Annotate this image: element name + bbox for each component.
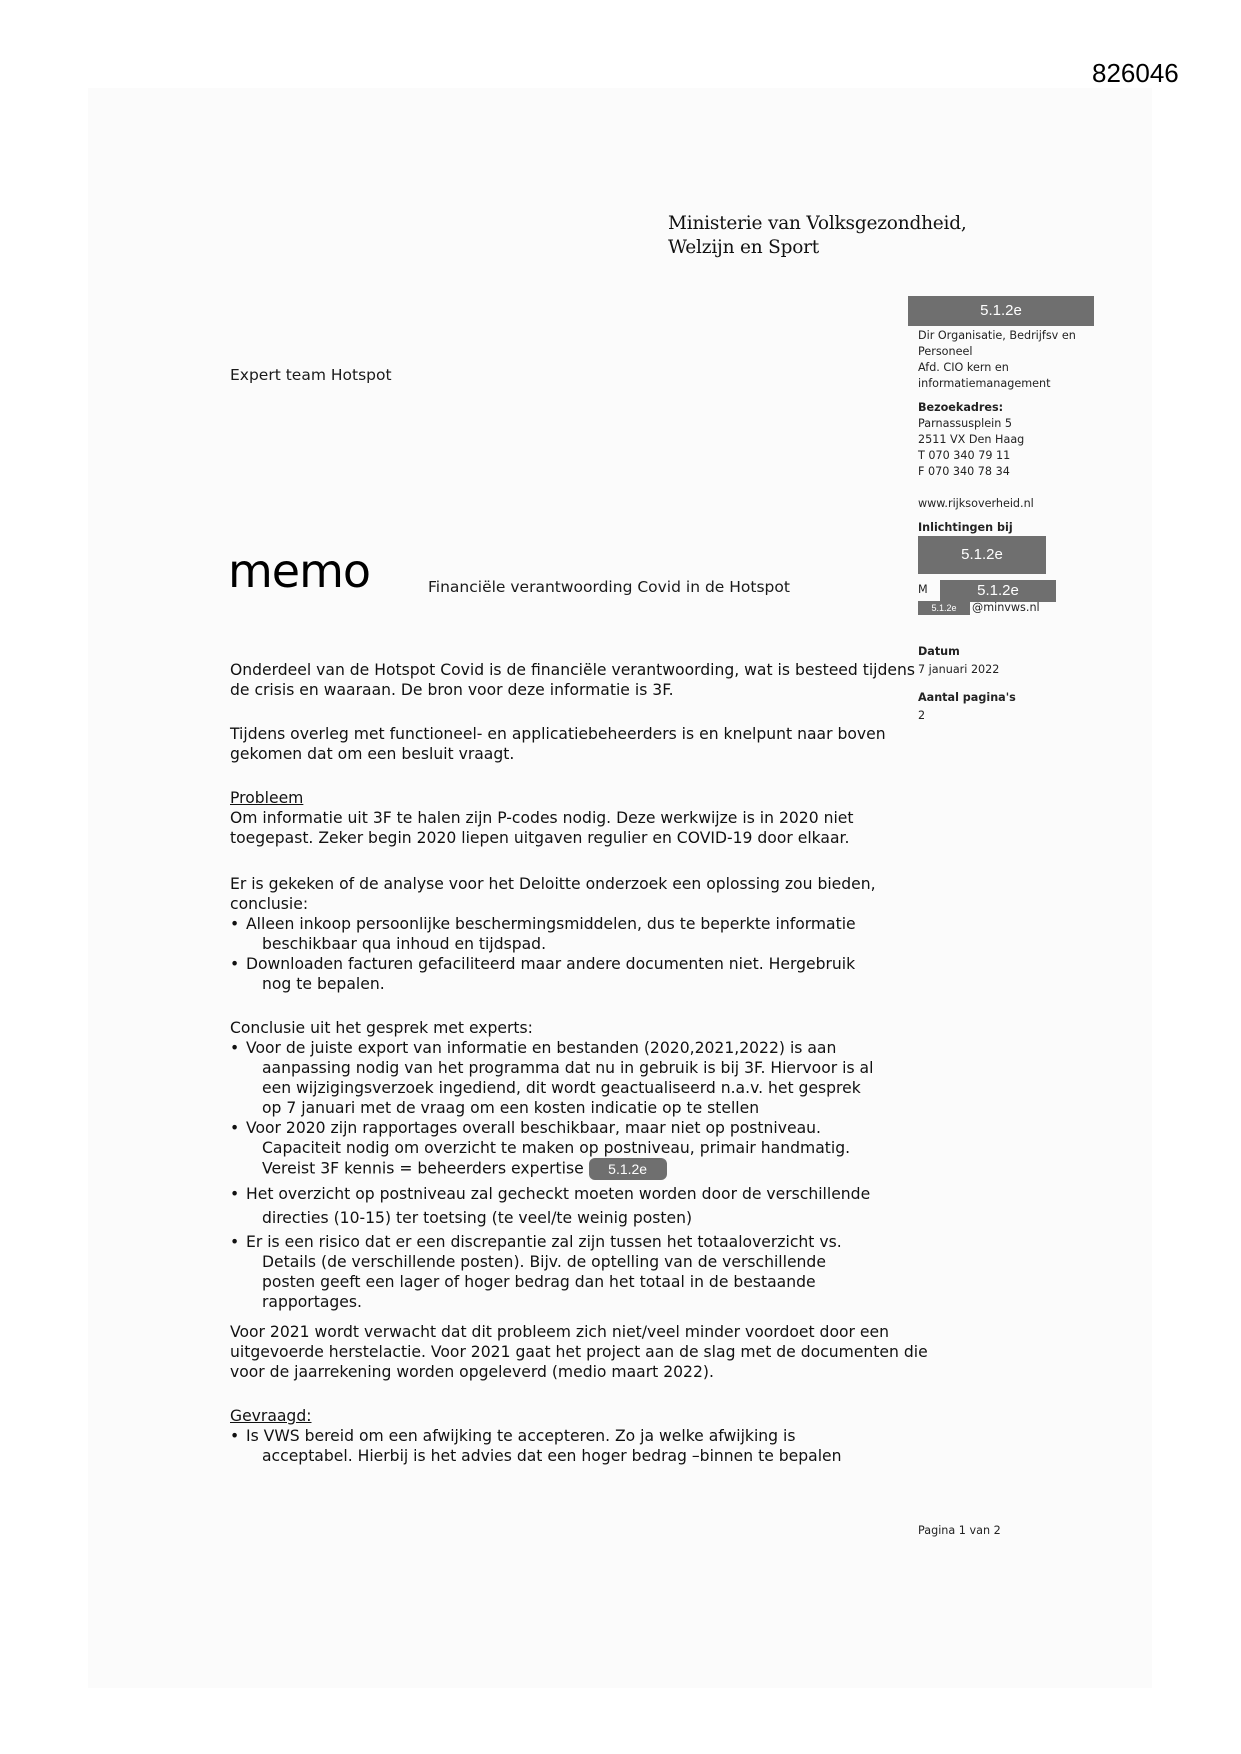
website-link[interactable]: www.rijksoverheid.nl [918,497,1034,510]
redaction-box: 5.1.2e [940,580,1056,602]
paragraph-2021 [230,1322,930,1382]
department-line: Personeel [918,345,973,358]
list-item: • Voor de juiste export van informatie en bestanden (2020,2021,2022) is aan aanpassing nodig van het programma dat nu in gebruik is bij 3F. Hiervoor is al een wijzigingsverzoek ingediend, dit wordt geactualiseerd n.a.v. het gesprek op 7 januari met de vraag om een kosten indicatie op te stellen [230,1039,874,1117]
paragraph-text: Om informatie uit 3F te halen zijn P-codes nodig. Deze werkwijze is in 2020 niet toegepast. Zeker begin 2020 liepen uitgaven regulier en COVID-19 door elkaar. [230,809,854,847]
department-line: informatiemanagement [918,377,1051,390]
bullet-list [230,1426,930,1466]
ministry-logo [668,212,967,260]
department-line: Dir Organisatie, Bedrijfsv en [918,329,1076,342]
section-conclusie [230,1018,930,1312]
section-heading: Probleem [230,789,304,807]
paragraph-text: Onderdeel van de Hotspot Covid is de financiële verantwoording, wat is besteed tijdens de crisis en waaraan. De bron voor deze informatie is 3F. [230,661,916,699]
email-domain[interactable]: @minvws.nl [972,601,1040,614]
redaction-box: 5.1.2e [918,536,1046,574]
list-item: • Alleen inkoop persoonlijke beschermingsmiddelen, dus te beperkte informatie beschikbaar qua inhoud en tijdspad. [230,915,856,953]
list-item: • Het overzicht op postniveau zal gecheckt moeten worden door de verschillende directies (10-15) ter toetsing (te veel/te weinig posten) [230,1185,871,1227]
list-item: • Voor 2020 zijn rapportages overall beschikbaar, maar niet op postniveau. Capaciteit nodig om overzicht te maken op postniveau, primair handmatig. Vereist 3F kennis = beheerders expertise 5.1.2e [230,1118,930,1180]
page-footer: Pagina 1 van 2 [918,1524,1001,1537]
visit-line: Parnassusplein 5 [918,417,1012,430]
m-prefix: M [918,583,928,596]
visit-label: Bezoekadres: [918,401,1004,414]
paragraph-text: Voor 2021 wordt verwacht dat dit probleem zich niet/veel minder voordoet door een uitgevoerde herstelactie. Voor 2021 gaat het project aan de slag met de documenten die voor de jaarrekening worden opgeleverd (medio maart 2022). [230,1323,928,1381]
department-block [918,328,1076,392]
visit-line: F 070 340 78 34 [918,465,1010,478]
section-heading: Conclusie uit het gesprek met experts: [230,1019,533,1037]
redaction-box: 5.1.2e [589,1158,667,1180]
list-item: • Er is een risico dat er een discrepantie zal zijn tussen het totaaloverzicht vs. Details (de verschillende posten). Bijv. de optelling van de verschillende posten geeft een lager of hoger bedrag dan het totaal in de bestaande rapportages. [230,1233,842,1311]
bullet-list [230,1038,930,1312]
redaction-box: 5.1.2e [908,296,1094,326]
list-item: • Is VWS bereid om een afwijking te accepteren. Zo ja welke afwijking is acceptabel. Hierbij is het advies dat een hoger bedrag –binnen te bepalen [230,1427,842,1465]
document-number: 826046 [1092,58,1179,88]
paragraph-overleg [230,724,930,764]
info-label: Inlichtingen bij [918,521,1013,534]
paragraph-intro [230,660,930,700]
recipient: Expert team Hotspot [230,366,392,384]
paragraph-text: Tijdens overleg met functioneel- en applicatiebeheerders is en knelpunt naar boven gekomen dat om een besluit vraagt. [230,725,886,763]
department-line: Afd. CIO kern en [918,361,1009,374]
paragraph-text: Er is gekeken of de analyse voor het Deloitte onderzoek een oplossing zou bieden, conclusie: [230,875,876,913]
logo-line-2: Welzijn en Sport [668,237,820,258]
section-probleem [230,788,930,848]
logo-line-1: Ministerie van Volksgezondheid, [668,213,967,234]
date-label: Datum [918,645,960,658]
visit-line: 2511 VX Den Haag [918,433,1025,446]
vereist-line: Vereist 3F kennis = beheerders expertise 5.1.2e [246,1158,930,1180]
section-gevraagd [230,1406,930,1466]
pages-label: Aantal pagina's [918,691,1016,704]
memo-subject: Financiële verantwoording Covid in de Hotspot [428,578,790,596]
memo-title: memo [228,544,371,598]
pages-value: 2 [918,709,926,722]
bullet-list [230,914,930,994]
list-item: • Downloaden facturen gefaciliteerd maar andere documenten niet. Hergebruik nog te bepalen. [230,955,856,993]
section-analyse [230,874,930,994]
visit-line: T 070 340 79 11 [918,449,1011,462]
section-heading: Gevraagd: [230,1407,312,1425]
redaction-box: 5.1.2e [918,601,970,615]
visit-address [918,400,1024,480]
date-value: 7 januari 2022 [918,663,1000,676]
